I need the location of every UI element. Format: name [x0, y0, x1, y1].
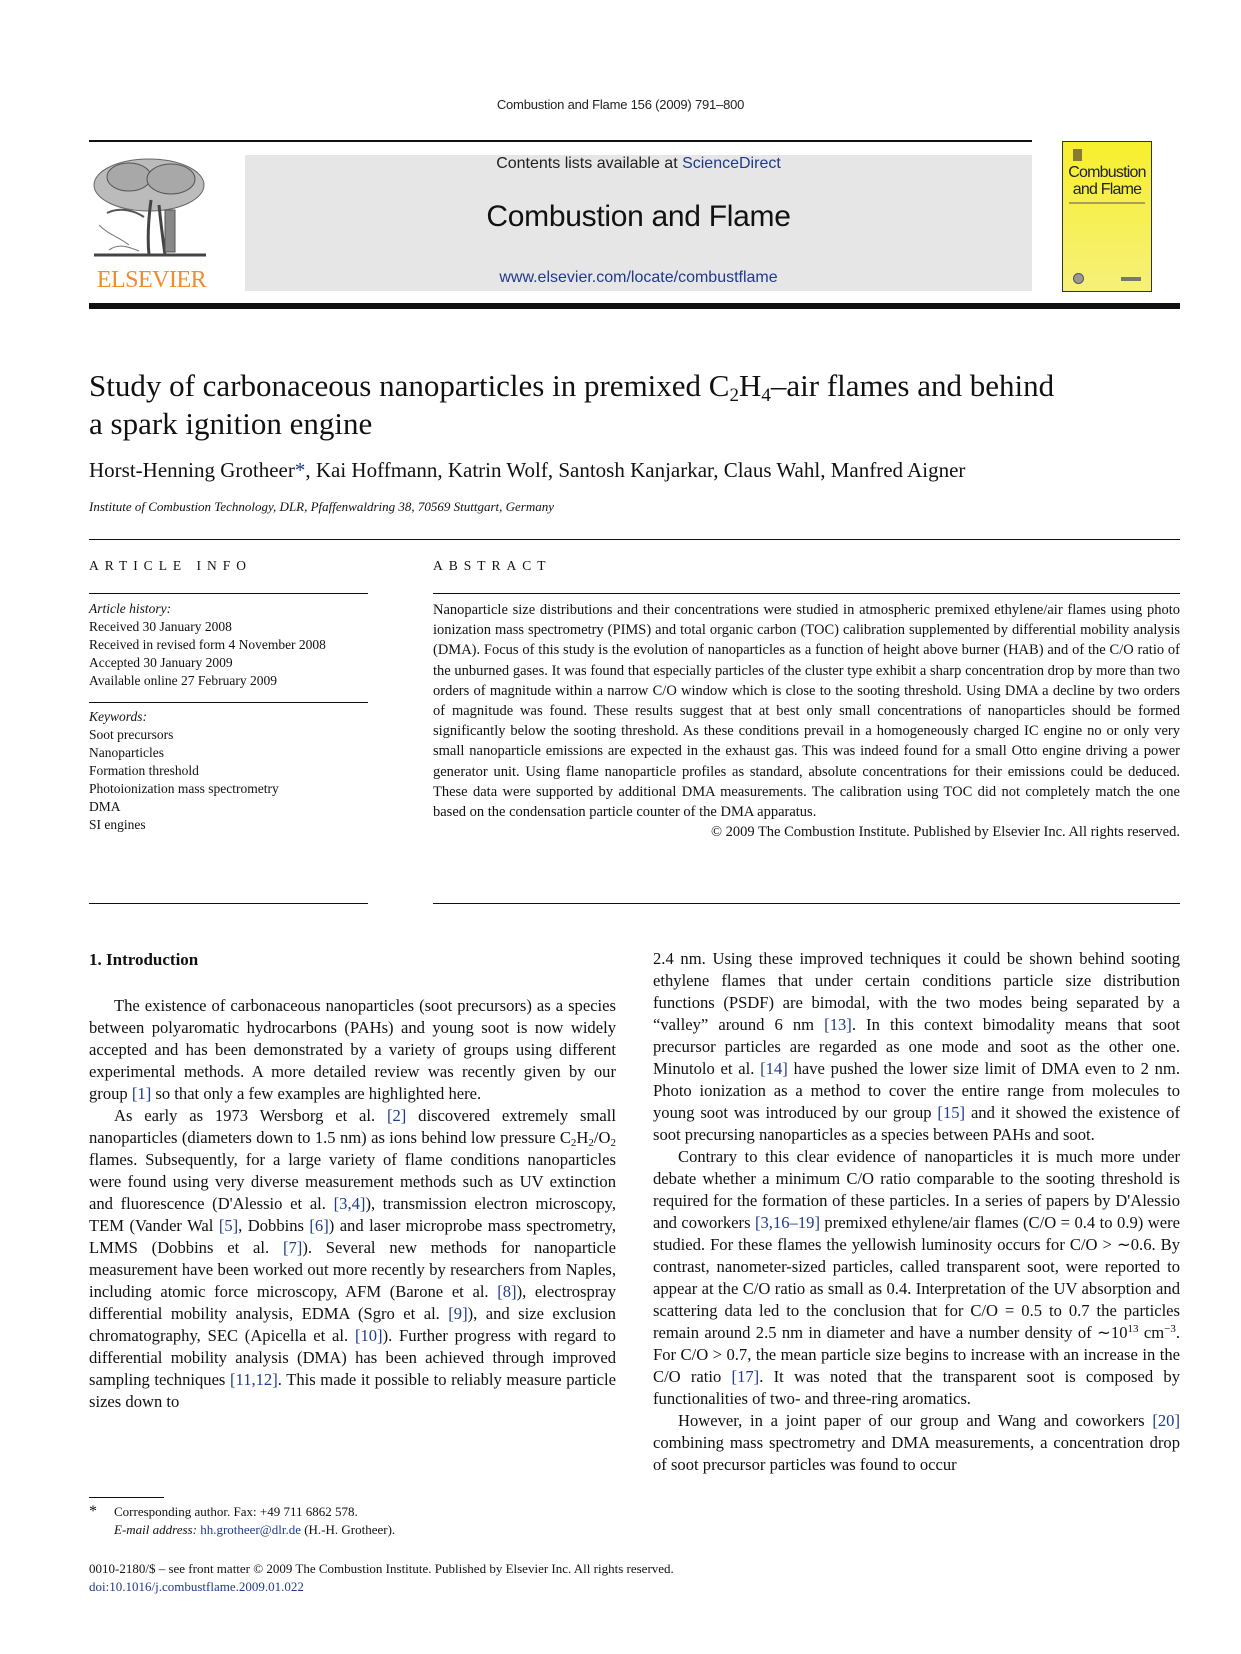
citation-link[interactable]: [2]: [386, 1106, 407, 1125]
citation-link[interactable]: [14]: [760, 1059, 788, 1078]
article-history: [89, 600, 368, 690]
body-column-left: [89, 995, 616, 1413]
keyword-item: Photoionization mass spectrometry: [89, 781, 279, 796]
cover-elsevier-icon: [1073, 149, 1082, 161]
citation-link[interactable]: [13]: [824, 1015, 852, 1034]
cover-subtitle-bar: [1069, 202, 1145, 204]
contents-line: [245, 155, 1032, 173]
citation-link[interactable]: [17]: [731, 1367, 760, 1386]
citation-link[interactable]: [7]: [282, 1238, 303, 1257]
footnote: [89, 1503, 395, 1539]
header-thick-rule: [89, 303, 1180, 309]
abstract-heading: ABSTRACT: [433, 558, 552, 573]
cover-publisher-mark: [1121, 277, 1141, 281]
footnote-line: * Corresponding author. Fax: +49 711 6862 578.: [89, 1503, 358, 1520]
paragraph: Contrary to this clear evidence of nanoparticles it is much more under debate whether a minimum C/O ratio comparable to the sooting threshold is required for the formation of these particles. In a series of papers by D'Alessio and coworkers [3,16–19] premixed ethylene/air flames (C/O = 0.4 to 0.9) were studied. For these flames the yellowish luminosity occurs for C/O > ∼0.6. By contrast, nanometer-sized particles, called transparent soot, were reported to appear at the C/O ratio as small as 0.4. Interpretation of the UV absorption and scattering data led to the conclusion that for C/O = 0.5 to 0.7 the particles remain around 2.5 nm in diameter and have a number density of $\sim 10^{13}$ $cm^{-3}$. For C/O > 0.7, the mean particle size begins to increase with an increase in the C/O ratio [17]. It was noted that the transparent soot is composed by functionalities of two- and three-ring aromatics.: [653, 1147, 1181, 1408]
citation-link[interactable]: [9]: [448, 1304, 468, 1323]
abstract-copyright: © 2009 The Combustion Institute. Published by Elsevier Inc. All rights reserved.: [710, 824, 1180, 841]
paragraph: However, in a joint paper of our group and Wang and coworkers [20] combining mass spectrometry and DMA measurements, a concentration drop of soot precursor particles was found to occur: [653, 1411, 1180, 1474]
footnote-email-line: E-mail address: hh.grotheer@dlr.de (H.-H. Grotheer).: [114, 1522, 396, 1537]
other-authors: , Kai Hoffmann, Katrin Wolf, Santosh Kanjarkar, Claus Wahl, Manfred Aigner: [305, 458, 966, 482]
citation-link[interactable]: [6]: [309, 1216, 329, 1235]
first-author: Horst-Henning Grotheer: [89, 458, 295, 482]
corresponding-author-link[interactable]: *: [294, 458, 306, 482]
elsevier-logo[interactable]: [89, 155, 214, 295]
citation-link[interactable]: [1]: [131, 1084, 152, 1103]
keyword-item: Nanoparticles: [89, 745, 164, 760]
keyword-item: DMA: [89, 799, 121, 814]
citation-link[interactable]: [20]: [1152, 1411, 1180, 1430]
abstract-rule: [433, 593, 1180, 594]
history-item: Accepted 30 January 2009: [89, 655, 233, 670]
publication-footer: [89, 1560, 674, 1596]
elsevier-tree-icon: [89, 155, 211, 265]
history-item: Received 30 January 2008: [89, 619, 232, 634]
keywords-label: Keywords:: [89, 709, 147, 724]
running-head: Combustion and Flame 156 (2009) 791–800: [496, 97, 745, 112]
citation-link[interactable]: [3,16–19]: [754, 1213, 820, 1232]
cover-title: [1063, 164, 1151, 198]
citation-link[interactable]: [8]: [497, 1282, 517, 1301]
citation-link[interactable]: [5]: [218, 1216, 239, 1235]
citation-link[interactable]: [11,12]: [229, 1370, 278, 1389]
email-link[interactable]: hh.grotheer@dlr.de: [200, 1522, 301, 1537]
journal-cover-thumbnail[interactable]: [1062, 141, 1152, 292]
contents-prefix: Contents lists available at: [496, 155, 683, 172]
article-info-bottom-rule: [89, 903, 368, 904]
abstract-body: [433, 600, 1180, 842]
paragraph: As early as 1973 Wersborg et al. [2] discovered extremely small nanoparticles (diameters down to 1.5 nm) as ions behind low pressure $C_2H_2/O_2$ flames. Subsequently, for a large variety of flame conditions nanoparticles were found using very diverse measurement methods such as UV extinction and fluorescence (D'Alessio et al. [3,4]), transmission electron microscopy, TEM (Vander Wal [5], Dobbins [6]) and laser microprobe mass spectrometry, LMMS (Dobbins et al. [7]). Several new methods for nanoparticle measurement have been worked out more recently by researchers from Naples, including atomic force microscopy, AFM (Barone et al. [8]), electrospray differential mobility analysis, EDMA (Sgro et al. [9]), and size exclusion chromatography, SEC (Apicella et al. [10]). Further progress with regard to differential mobility analysis (DMA) has been achieved through improved sampling techniques [11,12]. This made it possible to reliably measure particle sizes down to: [89, 1106, 617, 1411]
footnote-mark: *: [89, 1503, 97, 1520]
front-matter-line: 0010-2180/$ – see front matter © 2009 The Combustion Institute. Published by Elsevier Inc. All rights reserved.: [89, 1561, 674, 1576]
cover-title-line1: Combustion: [1068, 164, 1146, 181]
history-label: Article history:: [89, 601, 172, 616]
sciencedirect-link[interactable]: ScienceDirect: [682, 155, 781, 172]
journal-name: Combustion and Flame: [486, 200, 791, 233]
article-info-top-rule: [89, 539, 1180, 540]
footnote-rule: [89, 1497, 164, 1498]
author-list: [89, 458, 965, 483]
affiliation: Institute of Combustion Technology, DLR, Pfaffenwaldring 38, 70569 Stuttgart, Germany: [89, 499, 554, 514]
history-item: Available online 27 February 2009: [89, 673, 277, 688]
keyword-item: Formation threshold: [89, 763, 199, 778]
paragraph: The existence of carbonaceous nanoparticles (soot precursors) as a species between polyaromatic hydrocarbons (PAHs) and young soot is now widely accepted and has been demonstrated by a variety of groups using different experimental methods. A more detailed review was recently given by our group [1] so that only a few examples are highlighted here.: [89, 996, 616, 1103]
doi-link[interactable]: doi:10.1016/j.combustflame.2009.01.022: [89, 1579, 304, 1594]
article-info-rule: [89, 593, 368, 594]
keyword-item: SI engines: [89, 817, 146, 832]
history-item: Received in revised form 4 November 2008: [89, 637, 326, 652]
cover-seal-icon: [1073, 273, 1084, 284]
citation-link[interactable]: [10]: [354, 1326, 383, 1345]
elsevier-wordmark: ELSEVIER: [96, 267, 207, 293]
abstract-bottom-rule: [433, 903, 1180, 904]
article-info-heading: ARTICLE INFO: [89, 558, 253, 573]
article-title: Study of carbonaceous nanoparticles in premixed $C_2H_4$–air flames and behind a spark ignition engine: [89, 368, 1055, 441]
paragraph: 2.4 nm. Using these improved techniques it could be shown behind sooting ethylene flames that under certain conditions particle size distribution functions (PSDF) are bimodal, with the two modes being separated by a “valley” around 6 nm [13]. In this context bimodality means that soot precursor particles are regarded as one mode and soot as the other one. Minutolo et al. [14] have pushed the lower size limit of DMA even to 2 nm. Photo ionization as a method to cover the entire range from molecules to young soot was introduced by our group [15] and it showed the existence of soot precursing nanoparticles as a species between PAHs and soot.: [653, 949, 1180, 1144]
header-rule: [89, 140, 1032, 142]
citation-link[interactable]: [15]: [937, 1103, 966, 1122]
journal-banner: [245, 155, 1032, 291]
keywords: [89, 708, 368, 834]
citation-link[interactable]: [3,4]: [333, 1194, 366, 1213]
journal-url-link[interactable]: www.elsevier.com/locate/combustflame: [499, 269, 778, 286]
abstract-text: Nanoparticle size distributions and their concentrations were studied in atmospheric premixed ethylene/air flames using photo ionization mass spectrometry (PIMS) and total organic carbon (TOC) calibration supplemented by differential mobility analysis (DMA). Focus of this study is the evolution of nanoparticles as a function of height above burner (HAB) and of the C/O ratio of the unburned gases. It was found that especially particles of the cluster type exhibit a sharp concentration drop by more than two orders of magnitude within a narrow C/O window which is close to the sooting threshold. Using DMA a decline by two orders of magnitude was found. These results suggest that at best only small concentrations of nanoparticles should be formed significantly below the sooting threshold. As these conditions prevail in a homogeneously charged IC engine no or only very small nanoparticle emissions are expected in the exhaust gas. This was indeed found for a small Otto engine driving a power generator unit. Using flame nanoparticle profiles as standard, absolute concentrations for their emissions could be deduced. These data were supported by additional DMA measurements. The calibration using TOC did not completely match the one based on the condensation particle counter of the DMA apparatus.: [433, 602, 1180, 821]
cover-title-line2: and Flame: [1072, 181, 1142, 198]
body-column-right: [653, 948, 1180, 1476]
keywords-rule: [89, 702, 368, 703]
section-heading-introduction: 1. Introduction: [89, 950, 199, 969]
keyword-item: Soot precursors: [89, 727, 174, 742]
